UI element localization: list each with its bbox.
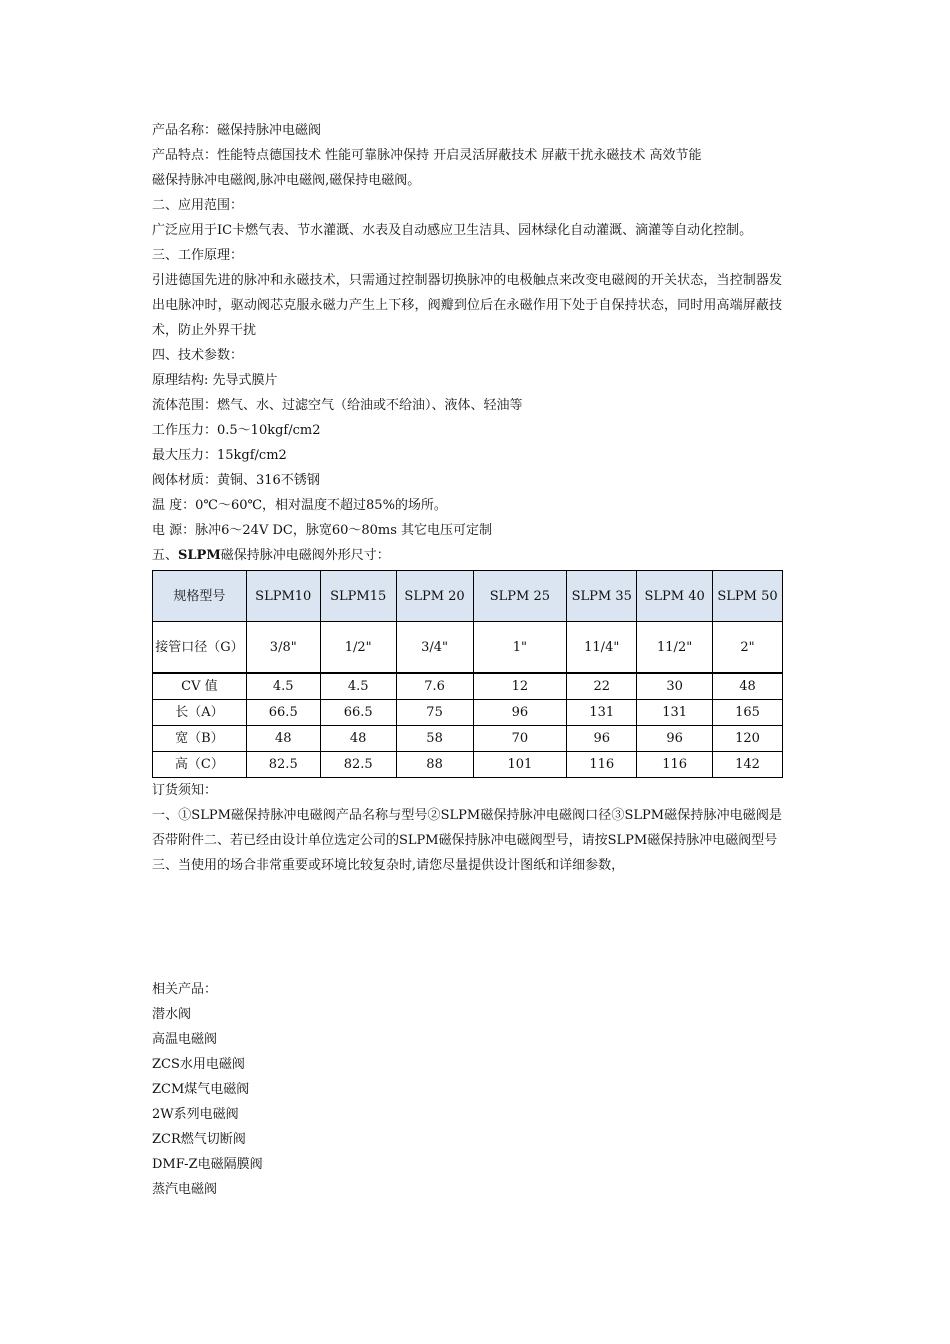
related-title: 相关产品： (152, 982, 218, 997)
table-cell: 131 (637, 700, 713, 726)
param-material: 阀体材质：黄铜、316不锈钢 (152, 473, 320, 488)
table-cell: 4.5 (320, 673, 396, 700)
table-cell: 2" (713, 622, 783, 674)
table-cell: 1/2" (320, 622, 396, 674)
table-cell: 接管口径（G） (153, 622, 247, 674)
table-cell: 101 (473, 752, 567, 778)
table-cell: 3/4" (396, 622, 473, 674)
order-text-1: 一、①SLPM磁保持脉冲电磁阀产品名称与型号②SLPM磁保持脉冲电磁阀口径③SLPM磁保持脉冲电磁阀是否带附件二、若已经由设计单位选定公司的SLPM磁保持脉冲电磁阀型号，请按SLPM磁保持脉冲电磁阀型号 (152, 808, 782, 848)
table-cell: 高（C） (153, 752, 247, 778)
table-cell: 165 (713, 700, 783, 726)
param-working-pressure: 工作压力：0.5～10kgf/cm2 (152, 423, 321, 438)
table-header-cell: 规格型号 (153, 571, 247, 622)
table-cell: 30 (637, 673, 713, 700)
related-product: 潜水阀 (152, 1007, 192, 1022)
table-cell: 82.5 (320, 752, 396, 778)
table-cell: 3/8" (246, 622, 320, 674)
section-4-title: 四、技术参数： (152, 348, 244, 363)
section-2-text: 广泛应用于IC卡燃气表、节水灌溉、水表及自动感应卫生洁具、园林绿化自动灌溉、滴灌等自动化控制。 (152, 223, 753, 238)
table-row-cv (153, 673, 783, 700)
table-cell: 长（A） (153, 700, 247, 726)
table-cell: 4.5 (246, 673, 320, 700)
table-cell: 1" (473, 622, 567, 674)
table-cell: 116 (567, 752, 637, 778)
param-temperature: 温 度：0℃～60℃，相对温度不超过85%的场所。 (152, 498, 447, 513)
table-cell: 12 (473, 673, 567, 700)
param-max-pressure: 最大压力：15kgf/cm2 (152, 448, 287, 463)
table-row-height (153, 752, 783, 778)
related-product: ZCR燃气切断阀 (152, 1132, 246, 1147)
product-features-line2: 磁保持脉冲电磁阀,脉冲电磁阀,磁保持电磁阀。 (152, 173, 421, 188)
document-body (152, 118, 782, 1202)
section-3-text: 引进德国先进的脉冲和永磁技术，只需通过控制器切换脉冲的电极触点来改变电磁阀的开关状态，当控制器发出电脉冲时，驱动阀芯克服永磁力产生上下移，阀瓣到位后在永磁作用下处于自保持状态，同时用高端屏蔽技术，防止外界干扰 (152, 273, 782, 338)
table-cell: 75 (396, 700, 473, 726)
section-5-prefix: 五、 (152, 548, 179, 563)
product-features-line1: 产品特点：性能特点德国技术 性能可靠脉冲保持 开启灵活屏蔽技术 屏蔽干扰永磁技术 高效节能 (152, 148, 702, 163)
table-cell: 88 (396, 752, 473, 778)
table-cell: 48 (246, 726, 320, 752)
related-product: 2W系列电磁阀 (152, 1107, 239, 1122)
related-product: DMF-Z电磁隔膜阀 (152, 1157, 263, 1172)
related-product: ZCM煤气电磁阀 (152, 1082, 250, 1097)
param-fluid: 流体范围：燃气、水、过滤空气（给油或不给油）、液体、轻油等 (152, 398, 523, 413)
section-2-title: 二、应用范围： (152, 198, 244, 213)
spacer (152, 878, 782, 977)
table-cell: 48 (713, 673, 783, 700)
related-product: ZCS水用电磁阀 (152, 1057, 245, 1072)
section-3-title: 三、工作原理： (152, 248, 244, 263)
section-5-suffix: 磁保持脉冲电磁阀外形尺寸： (220, 548, 390, 563)
table-header-cell: SLPM 50 (713, 571, 783, 622)
table-cell: 96 (473, 700, 567, 726)
section-5-model: SLPM (178, 548, 221, 563)
table-header-cell: SLPM10 (246, 571, 320, 622)
table-cell: 120 (713, 726, 783, 752)
section-5-title (152, 543, 782, 568)
related-product: 蒸汽电磁阀 (152, 1182, 218, 1197)
table-cell: 11/2" (637, 622, 713, 674)
table-cell: 131 (567, 700, 637, 726)
table-cell: 58 (396, 726, 473, 752)
table-cell: 11/4" (567, 622, 637, 674)
table-cell: 66.5 (246, 700, 320, 726)
table-header-cell: SLPM 25 (473, 571, 567, 622)
param-structure: 原理结构: 先导式膜片 (152, 373, 278, 388)
order-title: 订货须知： (152, 783, 218, 798)
table-cell: 142 (713, 752, 783, 778)
table-header-row (153, 571, 783, 622)
table-cell: CV 值 (153, 673, 247, 700)
table-cell: 96 (637, 726, 713, 752)
table-cell: 82.5 (246, 752, 320, 778)
table-cell: 48 (320, 726, 396, 752)
table-cell: 66.5 (320, 700, 396, 726)
table-cell: 70 (473, 726, 567, 752)
table-cell: 116 (637, 752, 713, 778)
table-header-cell: SLPM 40 (637, 571, 713, 622)
param-power: 电 源：脉冲6～24V DC，脉宽60～80ms 其它电压可定制 (152, 523, 493, 538)
table-cell: 7.6 (396, 673, 473, 700)
table-row-length (153, 700, 783, 726)
table-header-cell: SLPM15 (320, 571, 396, 622)
table-header-cell: SLPM 20 (396, 571, 473, 622)
table-cell: 96 (567, 726, 637, 752)
table-cell: 宽（B） (153, 726, 247, 752)
table-row-width (153, 726, 783, 752)
dimension-table (152, 570, 783, 778)
table-cell: 22 (567, 673, 637, 700)
table-row-pipe-size (153, 622, 783, 674)
order-text-2: 三、当使用的场合非常重要或环境比较复杂时,请您尽量提供设计图纸和详细参数， (152, 858, 625, 873)
product-name: 产品名称：磁保持脉冲电磁阀 (152, 123, 322, 138)
table-header-cell: SLPM 35 (567, 571, 637, 622)
related-product: 高温电磁阀 (152, 1032, 218, 1047)
